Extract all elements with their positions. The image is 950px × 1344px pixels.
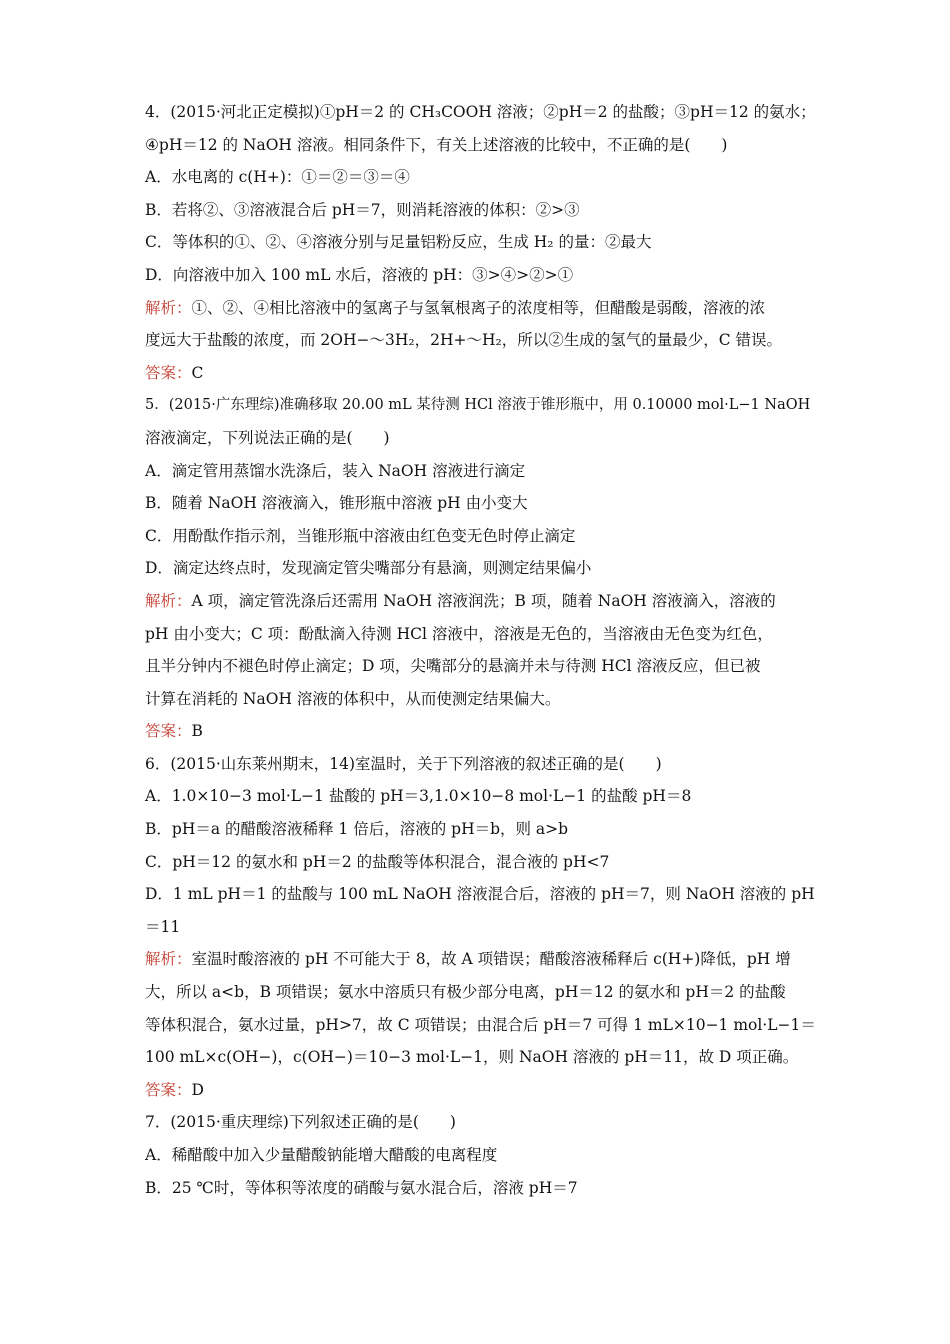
option-b: B．若将②、③溶液混合后 pH＝7，则消耗溶液的体积：②>③: [145, 200, 580, 219]
analysis-text: A 项，滴定管洗涤后还需用 NaOH 溶液润洗；B 项，随着 NaOH 溶液滴入，溶液的: [191, 591, 776, 610]
option-c: C．pH＝12 的氨水和 pH＝2 的盐酸等体积混合，混合液的 pH<7: [145, 852, 610, 871]
question-stem-line: 4．(2015·河北正定模拟)①pH＝2 的 CH₃COOH 溶液；②pH＝2 的盐酸；③pH＝12 的氨水；: [145, 103, 816, 121]
option-a: A．稀醋酸中加入少量醋酸钠能增大醋酸的电离程度: [145, 1146, 498, 1164]
option-b: B．25 ℃时，等体积等浓度的硝酸与氨水混合后，溶液 pH＝7: [145, 1178, 578, 1197]
question-4: [145, 96, 815, 389]
answer-value: D: [191, 1080, 204, 1099]
option-a: A．1.0×10−3 mol·L−1 盐酸的 pH＝3,1.0×10−8 mol·L−1 的盐酸 pH＝8: [145, 787, 692, 806]
question-7: [145, 1106, 815, 1204]
answer-label: 答案：: [145, 722, 192, 741]
answer-value: B: [191, 722, 203, 741]
question-stem-line: 7．(2015·重庆理综)下列叙述正确的是( ): [145, 1113, 456, 1132]
question-stem-line: 5．(2015·广东理综)准确移取 20.00 mL 某待测 HCl 溶液于锥形瓶中，用 0.10000 mol·L−1 NaOH: [145, 397, 811, 414]
answer-label: 答案：: [145, 1080, 192, 1099]
analysis-line: 且半分钟内不褪色时停止滴定；D 项，尖嘴部分的悬滴并未与待测 HCl 溶液反应，但已被: [145, 657, 761, 676]
analysis-line: 度远大于盐酸的浓度，而 2OH−～3H₂，2H+～H₂，所以②生成的氢气的量最少，C 错误。: [145, 331, 782, 350]
option-c: C．用酚酞作指示剂，当锥形瓶中溶液由红色变无色时停止滴定: [145, 526, 576, 545]
question-stem-line: 6．(2015·山东莱州期末，14)室温时，关于下列溶液的叙述正确的是( ): [145, 754, 662, 773]
option-d: D．向溶液中加入 100 mL 水后，溶液的 pH：③>④>②>①: [145, 265, 574, 284]
question-5: [145, 389, 815, 748]
analysis-line: [145, 943, 815, 976]
option-c: C．等体积的①、②、④溶液分别与足量铝粉反应，生成 H₂ 的量：②最大: [145, 233, 652, 252]
answer-value: C: [191, 363, 204, 382]
option-a: A．滴定管用蒸馏水洗涤后，装入 NaOH 溶液进行滴定: [145, 461, 526, 480]
analysis-line: pH 由小变大；C 项：酚酞滴入待测 HCl 溶液中，溶液是无色的，当溶液由无色变为红色，: [145, 624, 773, 643]
analysis-label: 解析：: [145, 950, 192, 969]
answer-line: [145, 357, 815, 390]
question-stem-line: ④pH＝12 的 NaOH 溶液。相同条件下，有关上述溶液的比较中，不正确的是( ): [145, 135, 728, 154]
document-page: [145, 96, 815, 1204]
question-6: [145, 748, 815, 1107]
option-b: B．pH＝a 的醋酸溶液稀释 1 倍后，溶液的 pH＝b，则 a>b: [145, 820, 569, 839]
question-stem-line: 溶液滴定，下列说法正确的是( ): [145, 428, 390, 447]
analysis-line: 计算在消耗的 NaOH 溶液的体积中，从而使测定结果偏大。: [145, 689, 561, 708]
analysis-label: 解析：: [145, 298, 192, 317]
analysis-line: 100 mL×c(OH−)，c(OH−)＝10−3 mol·L−1，则 NaOH 溶液的 pH＝11，故 D 项正确。: [145, 1048, 799, 1067]
analysis-line: [145, 585, 815, 618]
answer-label: 答案：: [145, 363, 192, 382]
analysis-line: 等体积混合，氨水过量，pH>7，故 C 项错误；由混合后 pH＝7 可得 1 mL×10−1 mol·L−1＝: [145, 1015, 816, 1034]
analysis-text: ①、②、④相比溶液中的氢离子与氢氧根离子的浓度相等，但醋酸是弱酸，溶液的浓: [191, 298, 766, 317]
option-a: A．水电离的 c(H+)：①＝②＝③＝④: [145, 168, 410, 187]
option-d: D．1 mL pH＝1 的盐酸与 100 mL NaOH 溶液混合后，溶液的 pH＝7，则 NaOH 溶液的 pH: [145, 885, 815, 904]
analysis-line: [145, 292, 815, 325]
option-b: B．随着 NaOH 溶液滴入，锥形瓶中溶液 pH 由小变大: [145, 494, 528, 513]
analysis-line: 大，所以 a<b，B 项错误；氨水中溶质只有极少部分电离，pH＝12 的氨水和 pH＝2 的盐酸: [145, 983, 786, 1002]
analysis-label: 解析：: [145, 591, 192, 610]
analysis-text: 室温时酸溶液的 pH 不可能大于 8，故 A 项错误；醋酸溶液稀释后 c(H+)降低，pH 增: [191, 950, 791, 969]
option-d: D．滴定达终点时，发现滴定管尖嘴部分有悬滴，则测定结果偏小: [145, 559, 592, 578]
option-d-continued: ＝11: [145, 917, 181, 936]
answer-line: [145, 715, 815, 748]
answer-line: [145, 1074, 815, 1107]
